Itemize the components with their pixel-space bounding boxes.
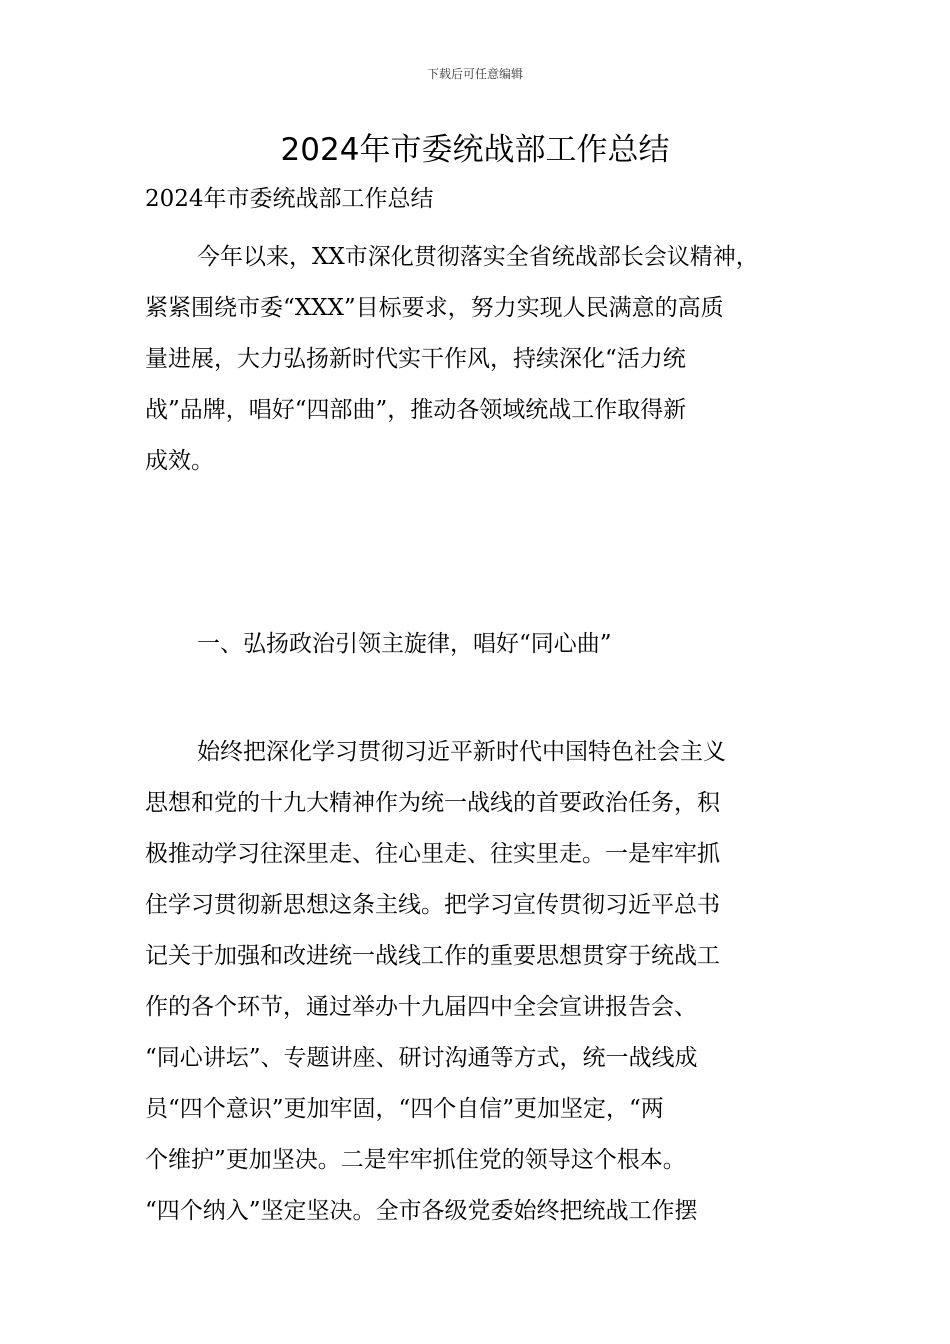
document-title: 2024年市委统战部工作总结 [280,132,670,168]
intro-line: 成效。 [145,448,214,474]
intro-line: 量进展，大力弘扬新时代实干作风，持续深化“活力统 [145,346,686,372]
body-line: 个维护”更加坚决。二是牢牢抓住党的领导这个根本。 [145,1147,686,1173]
body-line: 始终把深化学习贯彻习近平新时代中国特色社会主义 [197,739,726,765]
body-line: 住学习贯彻新思想这条主线。把学习宣传贯彻习近平总书 [145,892,720,918]
body-line: 记关于加强和改进统一战线工作的重要思想贯穿于统战工 [145,943,720,969]
document-subtitle: 2024年市委统战部工作总结 [145,186,434,212]
intro-line: 今年以来，XX市深化贯彻落实全省统战部长会议精神， [197,244,759,270]
body-paragraph [145,727,820,1237]
intro-line: 战”品牌，唱好“四部曲”，推动各领域统战工作取得新 [145,397,687,423]
section-heading: 一、弘扬政治引领主旋律，唱好“同心曲” [197,631,612,657]
body-line: “四个纳入”坚定坚决。全市各级党委始终把统战工作摆 [145,1198,698,1224]
body-line: 员“四个意识”更加牢固，“四个自信”更加坚定，“两 [145,1096,664,1122]
body-line: 思想和党的十九大精神作为统一战线的首要政治任务，积 [145,790,720,816]
header-note: 下载后可任意编辑 [426,67,523,81]
body-line: 极推动学习往深里走、往心里走、往实里走。一是牢牢抓 [145,841,720,867]
body-line: “同心讲坛”、专题讲座、研讨沟通等方式，统一战线成 [145,1045,698,1071]
intro-line: 紧紧围绕市委“XXX”目标要求，努力实现人民满意的高质 [145,295,724,321]
intro-paragraph [145,232,820,487]
body-line: 作的各个环节，通过举办十九届四中全会宣讲报告会、 [145,994,697,1020]
